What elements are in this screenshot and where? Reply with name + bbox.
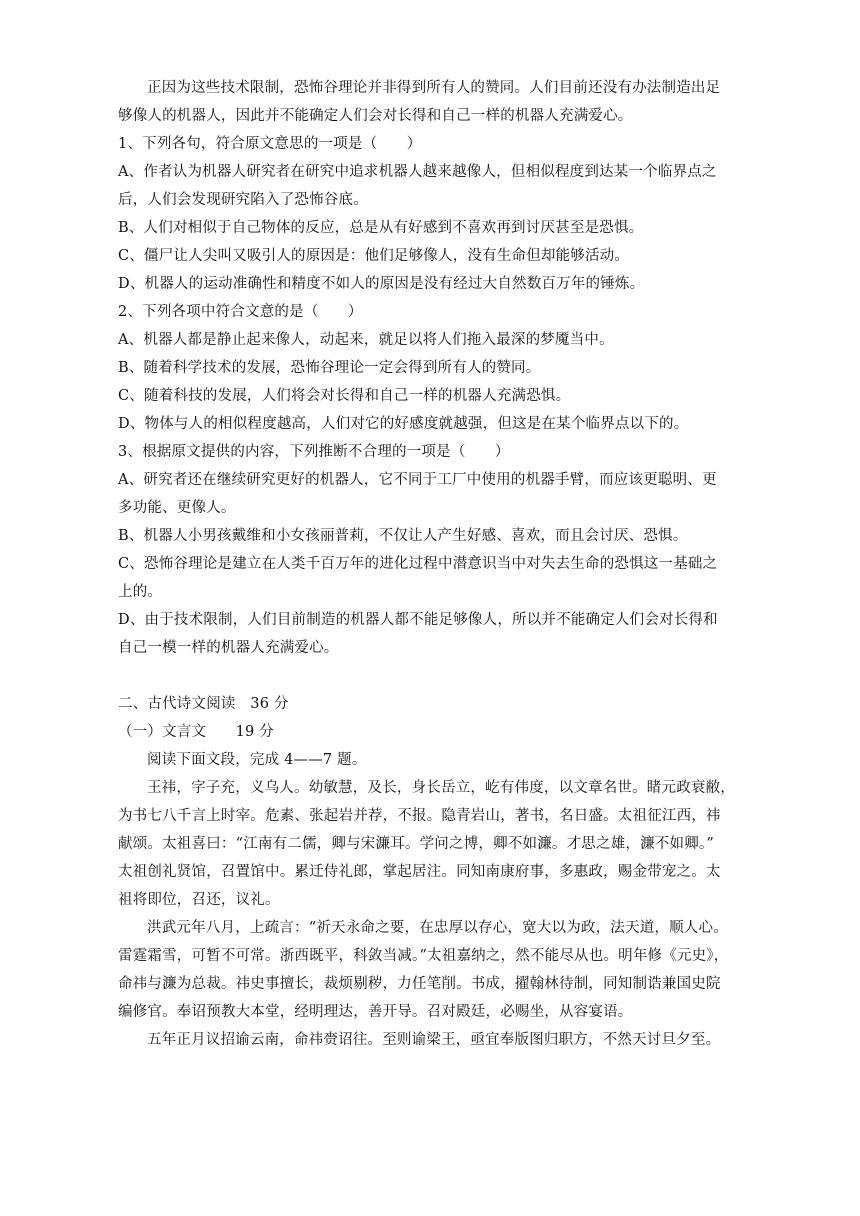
option-line: B、人们对相似于自己物体的反应，总是从有好感到不喜欢再到讨厌甚至是恐惧。 bbox=[118, 220, 644, 236]
option-line: 自己一模一样的机器人充满爱心。 bbox=[118, 640, 339, 656]
option-line: 上的。 bbox=[118, 584, 163, 600]
passage-line: 为书七八千言上时宰。危素、张起岩并荐，不报。隐青岩山，著书，名日盛。太祖征江西，祎 bbox=[118, 808, 721, 824]
paragraph-line: 够像人的机器人，因此并不能确定人们会对长得和自己一样的机器人充满爱心。 bbox=[118, 108, 633, 124]
option-line: C、僵尸让人尖叫又吸引人的原因是：他们足够像人，没有生命但却能够活动。 bbox=[118, 248, 630, 264]
option-line: A、机器人都是静止起来像人，动起来，就足以将人们拖入最深的梦魇当中。 bbox=[118, 332, 614, 348]
paragraph-line: 正因为这些技术限制，恐怖谷理论并非得到所有人的赞同。人们目前还没有办法制造出足 bbox=[147, 80, 721, 96]
passage-line: 编修官。奉诏预教大本堂，经明理达，善开导。召对殿廷，必赐坐，从容宴语。 bbox=[118, 1004, 633, 1020]
option-line: C、恐怖谷理论是建立在人类千百万年的进化过程中潜意识当中对失去生命的恐惧这一基础之 bbox=[118, 556, 718, 572]
question-title: 3、根据原文提供的内容，下列推断不合理的一项是（ ） bbox=[118, 444, 510, 460]
passage-line: 五年正月议招谕云南，命祎赍诏往。至则谕梁王，亟宜奉版图归职方，不然天讨旦夕至。 bbox=[147, 1032, 721, 1048]
option-line: A、作者认为机器人研究者在研究中追求机器人越来越像人，但相似程度到达某一个临界点之 bbox=[118, 164, 717, 180]
passage-line: 洪武元年八月，上疏言：“祈天永命之要，在忠厚以存心，宽大以为政，法天道，顺人心。 bbox=[147, 920, 728, 936]
option-line: D、由于技术限制，人们目前制造的机器人都不能足够像人，所以并不能确定人们会对长得和 bbox=[118, 612, 718, 628]
passage-line: 命祎与濂为总裁。祎史事擅长，裁烦剔秽，力任笔削。书成，擢翰林待制，同知制诰兼国史院 bbox=[118, 976, 721, 992]
passage-line: 王祎，字子充，义乌人。幼敏慧，及长，身长岳立，屹有伟度，以文章名世。睹元政衰敝， bbox=[147, 780, 735, 796]
option-line: B、随着科学技术的发展，恐怖谷理论一定会得到所有人的赞同。 bbox=[118, 360, 541, 376]
option-line: D、机器人的运动准确性和精度不如人的原因是没有经过大自然数百万年的锤炼。 bbox=[118, 276, 645, 292]
subsection-heading: （一）文言文 19 分 bbox=[118, 724, 274, 740]
question-title: 2、下列各项中符合文意的是（ ） bbox=[118, 304, 363, 320]
option-line: C、随着科技的发展，人们将会对长得和自己一样的机器人充满恐惧。 bbox=[118, 388, 571, 404]
option-line: A、研究者还在继续研究更好的机器人，它不同于工厂中使用的机器手臂，而应该更聪明、更 bbox=[118, 472, 717, 488]
passage-line: 祖将即位，召还，议礼。 bbox=[118, 892, 280, 908]
instruction-line: 阅读下面文段，完成 4——7 题。 bbox=[147, 752, 367, 768]
passage-line: 太祖创礼贤馆，召置馆中。累迁侍礼郎，掌起居注。同知南康府事，多惠政，赐金带宠之。太 bbox=[118, 864, 721, 880]
option-line: D、物体与人的相似程度越高，人们对它的好感度就越强，但这是在某个临界点以下的。 bbox=[118, 416, 689, 432]
option-line: 多功能、更像人。 bbox=[118, 500, 236, 516]
passage-line: 献颂。太祖喜曰：“江南有二儒，卿与宋濂耳。学问之博，卿不如濂。才思之雄，濂不如卿。” bbox=[118, 836, 714, 852]
passage-line: 雷霆霜雪，可暂不可常。浙西既平，科敛当减。”太祖嘉纳之，然不能尽从也。明年修《元史》， bbox=[118, 948, 729, 964]
question-title: 1、下列各句，符合原文意思的一项是（ ） bbox=[118, 136, 422, 152]
section-heading: 二、古代诗文阅读 36 分 bbox=[118, 696, 289, 712]
option-line: B、机器人小男孩戴维和小女孩丽普莉，不仅让人产生好感、喜欢，而且会讨厌、恐惧。 bbox=[118, 528, 688, 544]
option-line: 后，人们会发现研究陷入了恐怖谷底。 bbox=[118, 192, 368, 208]
